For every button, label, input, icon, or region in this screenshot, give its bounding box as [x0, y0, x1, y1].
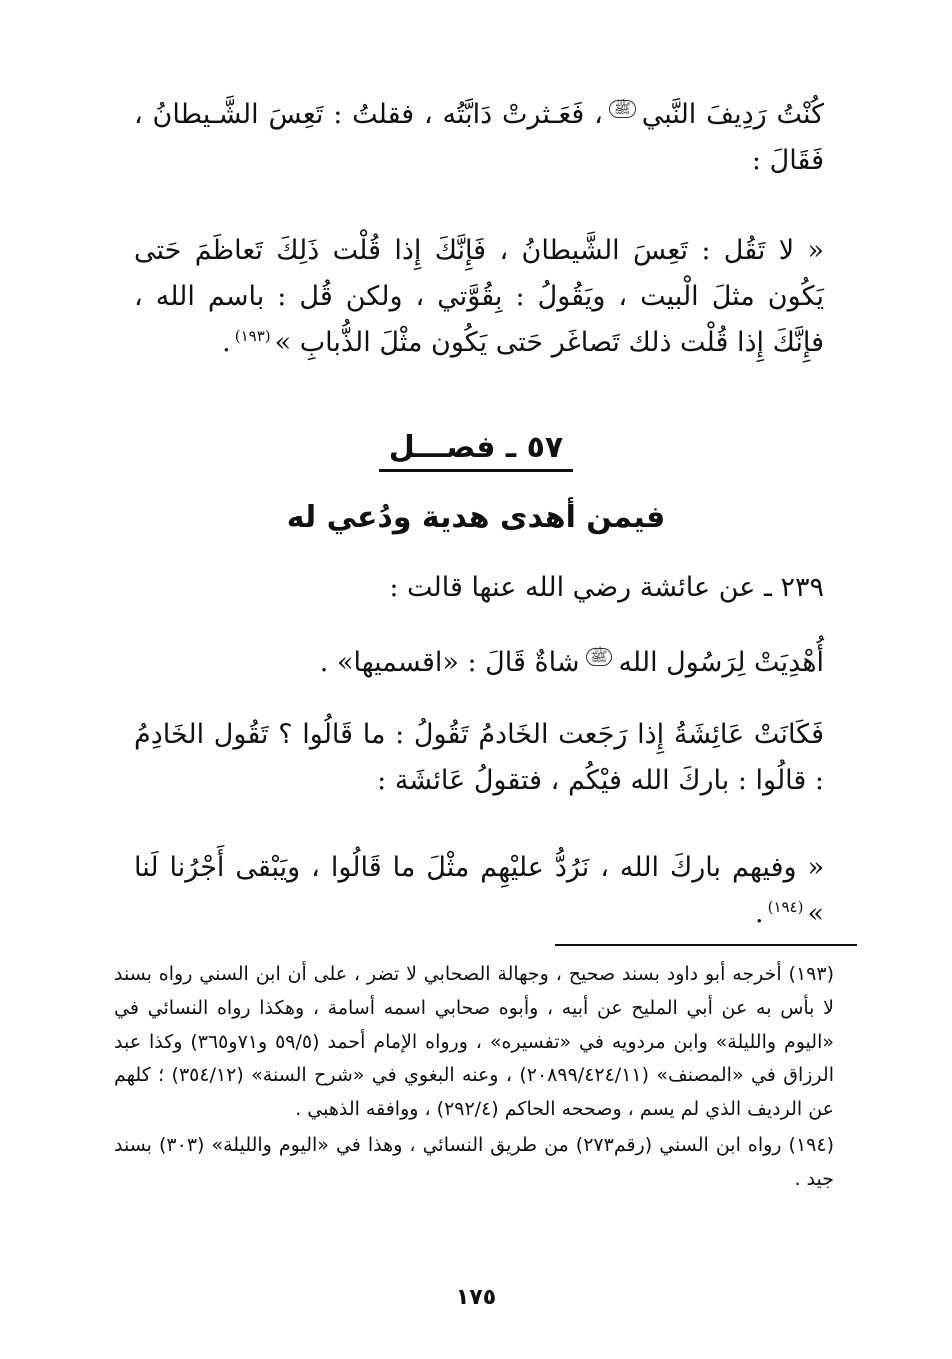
hadith-prev-line1-after: ، فَعَـثرتْ دَابَّتُه ، فقلتُ : تَعِسَ الشَّـيطانُ ، فَقَالَ : [134, 99, 824, 176]
hadith-239-narration: فَكَانَتْ عَائِشَةُ إِذا رَجَعت الخَادمُ تَقُولُ : ما قَالُوا ؟ تَقُول الخَادِمُ : قالُوا : باركَ الله فيْكُم ، فتقولُ عَائشَة : [134, 719, 824, 796]
hadith-239-quote [134, 845, 824, 937]
hadith-prev-quote-end: . [222, 326, 231, 358]
footnote-193: (١٩٣) أخرجه أبو داود بسند صحيح ، وجهالة الصحابي لا تضر ، على أن ابن السني رواه بسند لا بأس به عن أبي المليح عن أبيه ، وأبوه صحابي اسمه أسامة ، وهكذا رواه النسائي في «اليوم والليلة» وابن مردويه في «تفسيره» ، ورواه الإمام أحمد (٥٩/٥ و٧١و٣٦٥) وكذا عبد الرزاق في «المصنف» (٢٠٨٩٩/٤٢٤/١١) ، وعنه البغوي في «شرح السنة» (٣٥٤/١٢) ؛ كلهم عن الرديف الذي لم يسم ، وصححه الحاكم (٢٩٢/٤) ، ووافقه الذهبي . [114, 963, 834, 1121]
footnote-194: (١٩٤) رواه ابن السني (رقم٢٧٣) من طريق النسائي ، وهذا في «اليوم والليلة» (٣٠٣) بسند جيد . [114, 1134, 834, 1190]
footnote-separator [555, 944, 857, 946]
hadith-prev-line1: كُنْتُ رَدِيفَ النَّبي [641, 99, 824, 130]
hadith-239-line-a-part1: أُهْدِيَتْ لِرَسُول الله [618, 647, 824, 678]
hadith-prev-quote [134, 228, 824, 366]
hadith-239-quote-text: « وفيهم باركَ الله ، نَرُدُّ عليْهِم مثْلَ ما قَالُوا ، ويَبْقى أَجْرُنا لَنا » [134, 852, 824, 929]
hadith-prev-quote-text: « لا تَقُل : تَعِسَ الشَّيطانُ ، فَإِنَّكَ إِذا قُلْت ذَلِكَ تَعاظَمَ حَتى يَكُون مثلَ الْبيت ، ويَقُولُ : بِقُوَّتي ، ولكن قُل : باسم الله ، فإِنَّكَ إِذا قُلْت ذلك تَصاغَر حَتى يَكُون مثْلَ الذُّبابِ » [134, 235, 824, 358]
footnote-ref-193[interactable]: (١٩٣) [234, 326, 271, 345]
hadith-prev-opening [134, 92, 824, 184]
footnote-ref-194[interactable]: (١٩٤) [767, 897, 804, 916]
section-number: ٥٧ ـ فصـــل [379, 430, 574, 472]
saw-honorific-icon: ﷺ [586, 648, 613, 666]
section-title: فيمن أهدى هدية ودُعي له [286, 500, 666, 535]
footnotes [114, 958, 834, 1199]
page-number: ١٧٥ [455, 1285, 497, 1310]
hadith-239-intro: ٢٣٩ ـ عن عائشة رضي الله عنها قالت : [389, 572, 824, 603]
hadith-239-line-a-part2: شاةٌ قَالَ : «اقسميها» . [319, 647, 580, 678]
section-number-heading [0, 430, 952, 472]
hadith-239-quote-end: . [754, 897, 764, 929]
hadith-239-line-a [134, 640, 824, 686]
saw-honorific-icon: ﷺ [609, 100, 636, 118]
